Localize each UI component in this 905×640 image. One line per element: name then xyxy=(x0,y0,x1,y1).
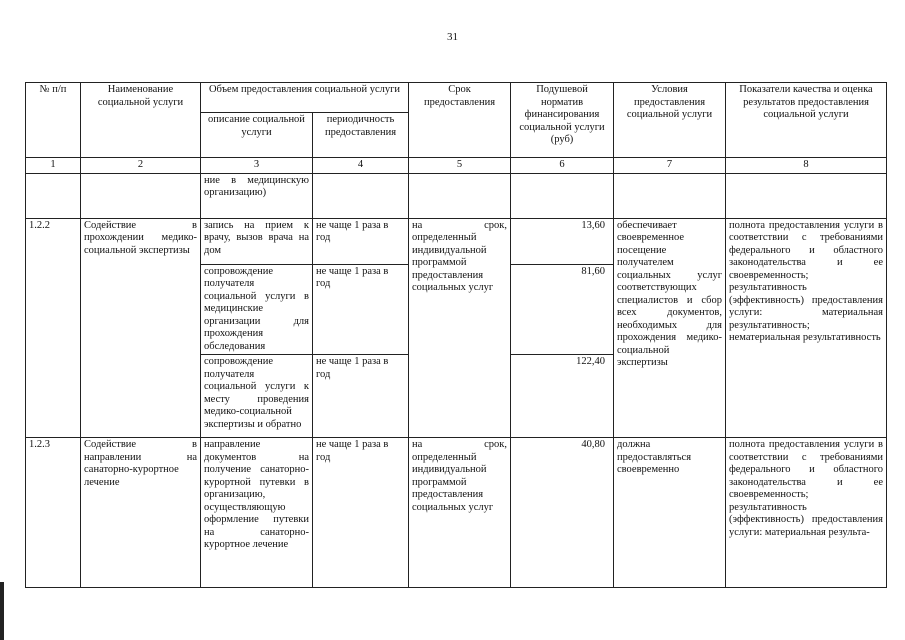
column-number: 2 xyxy=(81,158,201,174)
page-number: 31 xyxy=(447,31,458,43)
services-table xyxy=(25,82,887,588)
column-number: 4 xyxy=(313,158,409,174)
conditions-cell: обеспечивает своевременное посещение получателем социальных услуг соответствующих специалистов и сбор всех документов, необходимых для прохождения медико-социальной экспертизы xyxy=(614,218,726,438)
table-row xyxy=(26,218,887,264)
scan-edge-bar xyxy=(0,582,4,640)
description-cell: сопровождение получателя социальной услуги к месту проведения медико-социальной экспертизы и обратно xyxy=(201,355,313,438)
header-conditions: Условия предоставления социальной услуги xyxy=(614,83,726,158)
table-row-continuation xyxy=(26,173,887,218)
row-number: 1.2.3 xyxy=(26,438,81,588)
column-number: 8 xyxy=(726,158,887,174)
header-number: № п/п xyxy=(26,83,81,158)
term-cell: на срок, определенный индивидуальной программой предоставления социальных услуг xyxy=(409,438,511,588)
conditions-cell: должна предоставляться своевременно xyxy=(614,438,726,588)
column-number-row xyxy=(26,158,887,174)
description-cell: сопровождение получателя социальной услуги в медицинские организации для прохождения обследования xyxy=(201,264,313,355)
header-norm: Подушевой норматив финансирования социальной услуги (руб) xyxy=(511,83,614,158)
header-service-name: Наименование социальной услуги xyxy=(81,83,201,158)
header-row-1 xyxy=(26,83,887,113)
column-number: 1 xyxy=(26,158,81,174)
periodicity-cell: не чаще 1 раза в год xyxy=(313,355,409,438)
row-number: 1.2.2 xyxy=(26,218,81,438)
norm-cell: 122,40 xyxy=(511,355,614,438)
column-number: 6 xyxy=(511,158,614,174)
service-name: Содействие в направлении на санаторно-курортное лечение xyxy=(81,438,201,588)
header-description: описание социальной услуги xyxy=(201,113,313,158)
service-name: Содействие в прохождении медико-социальной экспертизы xyxy=(81,218,201,438)
header-periodicity: периодичность предоставления xyxy=(313,113,409,158)
header-term: Срок предоставления xyxy=(409,83,511,158)
norm-cell: 40,80 xyxy=(511,438,614,588)
term-cell: на срок, определенный индивидуальной программой предоставления социальных услуг xyxy=(409,218,511,438)
description-cell: ние в медицинскую организацию) xyxy=(201,173,313,218)
quality-cell: полнота предоставления услуги в соответствии с требованиями федерального и областного законодательства и ее своевременность; результативность (эффективность) предоставления услуги: материальная результативность; нематериальная результативность xyxy=(726,218,887,438)
periodicity-cell: не чаще 1 раза в год xyxy=(313,438,409,588)
quality-cell: полнота предоставления услуги в соответствии с требованиями федерального и областного законодательства и ее своевременность; результативность (эффективность) предоставления услуги: материальная результа- xyxy=(726,438,887,588)
column-number: 7 xyxy=(614,158,726,174)
column-number: 5 xyxy=(409,158,511,174)
header-quality: Показатели качества и оценка результатов предоставления социальной услуги xyxy=(726,83,887,158)
description-cell: запись на прием к врачу, вызов врача на дом xyxy=(201,218,313,264)
norm-cell: 81,60 xyxy=(511,264,614,355)
periodicity-cell: не чаще 1 раза в год xyxy=(313,218,409,264)
periodicity-cell: не чаще 1 раза в год xyxy=(313,264,409,355)
norm-cell: 13,60 xyxy=(511,218,614,264)
table-row xyxy=(26,438,887,588)
description-cell: направление документов на получение санаторно-курортной путевки в организацию, осуществляющую оформление путевки на санаторно-курортное лечение xyxy=(201,438,313,588)
column-number: 3 xyxy=(201,158,313,174)
header-volume-group: Объем предоставления социальной услуги xyxy=(201,83,409,113)
